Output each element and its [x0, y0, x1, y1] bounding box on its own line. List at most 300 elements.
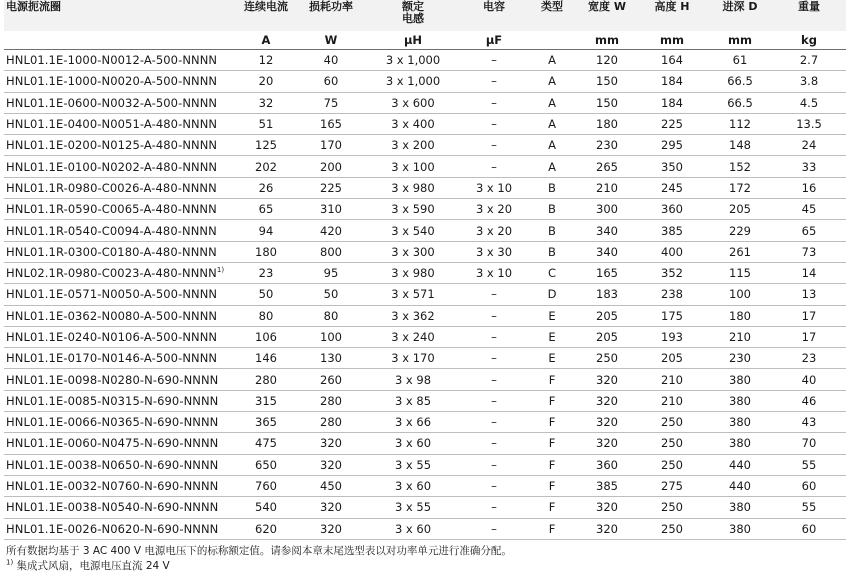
cell-depth: 440	[708, 475, 772, 496]
cell-capacitance: –	[462, 284, 526, 305]
cell-power-loss: 60	[298, 71, 364, 92]
model-text: HNL01.1R-0590-C0065-A-480-NNNN	[6, 202, 217, 217]
cell-type: A	[526, 156, 578, 177]
cell-inductance: 3 x 600	[364, 92, 462, 113]
cell-height: 250	[636, 518, 708, 539]
header-model: 电源扼流圈	[4, 0, 234, 31]
cell-current: 94	[234, 220, 298, 241]
header-inductance-line1: 额定	[402, 0, 424, 13]
cell-current: 12	[234, 50, 298, 71]
cell-current: 365	[234, 412, 298, 433]
cell-height: 250	[636, 412, 708, 433]
cell-weight: 55	[772, 454, 846, 475]
table-row	[4, 433, 846, 454]
cell-inductance: 3 x 98	[364, 369, 462, 390]
cell-height: 245	[636, 177, 708, 198]
table-row	[4, 199, 846, 220]
model-text: HNL01.1E-0362-N0080-A-500-NNNN	[6, 308, 218, 323]
table-row	[4, 241, 846, 262]
cell-weight: 40	[772, 369, 846, 390]
cell-depth: 380	[708, 433, 772, 454]
unit-current: A	[234, 31, 298, 50]
cell-capacitance: –	[462, 412, 526, 433]
header-power-loss: 损耗功率	[298, 0, 364, 31]
cell-height: 238	[636, 284, 708, 305]
cell-weight: 13	[772, 284, 846, 305]
cell-inductance: 3 x 362	[364, 305, 462, 326]
cell-type: F	[526, 433, 578, 454]
cell-width: 230	[578, 135, 636, 156]
cell-type: F	[526, 390, 578, 411]
cell-power-loss: 170	[298, 135, 364, 156]
model-text: HNL01.1E-0066-N0365-N-690-NNNN	[6, 415, 219, 430]
unit-type	[526, 31, 578, 50]
cell-type: B	[526, 199, 578, 220]
model-text: HNL01.1E-0600-N0032-A-500-NNNN	[6, 95, 218, 110]
cell-weight: 16	[772, 177, 846, 198]
cell-inductance: 3 x 980	[364, 177, 462, 198]
cell-width: 250	[578, 348, 636, 369]
cell-width: 320	[578, 390, 636, 411]
cell-weight: 60	[772, 475, 846, 496]
cell-model	[4, 241, 234, 262]
unit-capacitance: μF	[462, 31, 526, 50]
cell-inductance: 3 x 571	[364, 284, 462, 305]
cell-weight: 23	[772, 348, 846, 369]
cell-inductance: 3 x 1,000	[364, 50, 462, 71]
cell-weight: 4.5	[772, 92, 846, 113]
model-text: HNL01.1E-1000-N0012-A-500-NNNN	[6, 53, 218, 68]
model-text: HNL01.1E-0240-N0106-A-500-NNNN	[6, 330, 218, 344]
header-row	[4, 0, 846, 31]
table-row	[4, 475, 846, 496]
cell-inductance: 3 x 55	[364, 497, 462, 518]
cell-depth: 380	[708, 390, 772, 411]
cell-height: 385	[636, 220, 708, 241]
table-row	[4, 113, 846, 134]
cell-power-loss: 320	[298, 433, 364, 454]
cell-power-loss: 200	[298, 156, 364, 177]
cell-width: 150	[578, 71, 636, 92]
model-text: HNL01.1R-0980-C0026-A-480-NNNN	[6, 180, 217, 195]
table-row	[4, 50, 846, 71]
cell-power-loss: 75	[298, 92, 364, 113]
cell-type: F	[526, 454, 578, 475]
cell-inductance: 3 x 400	[364, 113, 462, 134]
cell-height: 205	[636, 348, 708, 369]
cell-capacitance: –	[462, 518, 526, 539]
cell-depth: 148	[708, 135, 772, 156]
model-text: HNL01.1E-0038-N0540-N-690-NNNN	[6, 500, 219, 515]
cell-capacitance: 3 x 30	[462, 241, 526, 262]
table-notes	[6, 544, 512, 574]
cell-weight: 14	[772, 262, 846, 283]
cell-model	[4, 390, 234, 411]
table-row	[4, 220, 846, 241]
cell-model	[4, 71, 234, 92]
cell-inductance: 3 x 55	[364, 454, 462, 475]
cell-height: 250	[636, 433, 708, 454]
cell-type: A	[526, 71, 578, 92]
cell-width: 205	[578, 326, 636, 347]
header-height: 高度 H	[636, 0, 708, 31]
cell-depth: 115	[708, 262, 772, 283]
header-depth: 进深 D	[708, 0, 772, 31]
model-text: HNL01.1E-0200-N0125-A-480-NNNN	[6, 138, 218, 153]
cell-width: 360	[578, 454, 636, 475]
table-row	[4, 326, 846, 347]
cell-weight: 60	[772, 518, 846, 539]
cell-power-loss: 165	[298, 113, 364, 134]
header-type: 类型	[526, 0, 578, 31]
table-row	[4, 497, 846, 518]
header-inductance	[364, 0, 462, 31]
cell-current: 620	[234, 518, 298, 539]
cell-power-loss: 100	[298, 326, 364, 347]
cell-type: E	[526, 348, 578, 369]
model-text: HNL01.1E-0170-N0146-A-500-NNNN	[6, 351, 218, 366]
cell-height: 210	[636, 390, 708, 411]
cell-weight: 33	[772, 156, 846, 177]
cell-type: D	[526, 284, 578, 305]
cell-width: 320	[578, 369, 636, 390]
cell-model	[4, 113, 234, 134]
cell-model	[4, 454, 234, 475]
cell-current: 106	[234, 326, 298, 347]
table-row	[4, 454, 846, 475]
cell-weight: 45	[772, 199, 846, 220]
model-text: HNL01.1E-0032-N0760-N-690-NNNN	[6, 479, 219, 494]
cell-model	[4, 326, 234, 347]
cell-width: 320	[578, 518, 636, 539]
cell-width: 183	[578, 284, 636, 305]
table-body	[4, 50, 846, 540]
cell-current: 23	[234, 262, 298, 283]
cell-capacitance: –	[462, 497, 526, 518]
cell-power-loss: 800	[298, 241, 364, 262]
cell-inductance: 3 x 200	[364, 135, 462, 156]
cell-type: F	[526, 412, 578, 433]
cell-capacitance: –	[462, 390, 526, 411]
cell-depth: 100	[708, 284, 772, 305]
model-text: HNL01.1E-0098-N0280-N-690-NNNN	[6, 372, 219, 387]
cell-power-loss: 280	[298, 390, 364, 411]
cell-height: 225	[636, 113, 708, 134]
cell-height: 360	[636, 199, 708, 220]
model-text: HNL01.1R-0300-C0180-A-480-NNNN	[6, 244, 217, 259]
cell-power-loss: 50	[298, 284, 364, 305]
cell-power-loss: 450	[298, 475, 364, 496]
table-row	[4, 71, 846, 92]
cell-height: 184	[636, 71, 708, 92]
table-row	[4, 369, 846, 390]
cell-depth: 180	[708, 305, 772, 326]
cell-current: 20	[234, 71, 298, 92]
table-row	[4, 390, 846, 411]
cell-capacitance: –	[462, 156, 526, 177]
cell-weight: 65	[772, 220, 846, 241]
cell-current: 26	[234, 177, 298, 198]
cell-model	[4, 135, 234, 156]
table-row	[4, 156, 846, 177]
cell-power-loss: 310	[298, 199, 364, 220]
cell-power-loss: 320	[298, 497, 364, 518]
cell-inductance: 3 x 66	[364, 412, 462, 433]
cell-height: 184	[636, 92, 708, 113]
cell-current: 51	[234, 113, 298, 134]
cell-depth: 230	[708, 348, 772, 369]
cell-type: F	[526, 475, 578, 496]
footnote-marker: 1)	[216, 266, 225, 275]
cell-capacitance: 3 x 20	[462, 220, 526, 241]
cell-inductance: 3 x 1,000	[364, 71, 462, 92]
cell-depth: 229	[708, 220, 772, 241]
cell-type: A	[526, 135, 578, 156]
model-text: HNL01.1E-0400-N0051-A-480-NNNN	[6, 117, 218, 132]
table-row	[4, 284, 846, 305]
cell-model	[4, 284, 234, 305]
cell-inductance: 3 x 300	[364, 241, 462, 262]
cell-current: 540	[234, 497, 298, 518]
cell-type: F	[526, 369, 578, 390]
cell-power-loss: 225	[298, 177, 364, 198]
cell-depth: 66.5	[708, 92, 772, 113]
cell-capacitance: –	[462, 135, 526, 156]
cell-type: E	[526, 305, 578, 326]
cell-width: 210	[578, 177, 636, 198]
footnote-mark: 1)	[6, 558, 14, 567]
footnote-text: 集成式风扇，电源电压直流 24 V	[13, 560, 170, 572]
cell-model	[4, 50, 234, 71]
cell-weight: 73	[772, 241, 846, 262]
cell-type: F	[526, 497, 578, 518]
cell-width: 205	[578, 305, 636, 326]
cell-depth: 112	[708, 113, 772, 134]
cell-current: 202	[234, 156, 298, 177]
cell-current: 80	[234, 305, 298, 326]
cell-power-loss: 260	[298, 369, 364, 390]
cell-capacitance: –	[462, 369, 526, 390]
cell-power-loss: 280	[298, 412, 364, 433]
cell-weight: 46	[772, 390, 846, 411]
cell-model	[4, 156, 234, 177]
model-text: HNL02.1R-0980-C0023-A-480-NNNN	[6, 266, 217, 281]
cell-power-loss: 80	[298, 305, 364, 326]
cell-current: 280	[234, 369, 298, 390]
cell-inductance: 3 x 170	[364, 348, 462, 369]
cell-width: 265	[578, 156, 636, 177]
cell-capacitance: –	[462, 454, 526, 475]
cell-weight: 43	[772, 412, 846, 433]
cell-inductance: 3 x 100	[364, 156, 462, 177]
cell-weight: 55	[772, 497, 846, 518]
cell-type: B	[526, 220, 578, 241]
cell-width: 165	[578, 262, 636, 283]
cell-model	[4, 199, 234, 220]
cell-width: 385	[578, 475, 636, 496]
cell-inductance: 3 x 980	[364, 262, 462, 283]
cell-inductance: 3 x 590	[364, 199, 462, 220]
cell-model	[4, 412, 234, 433]
cell-depth: 152	[708, 156, 772, 177]
cell-capacitance: –	[462, 326, 526, 347]
cell-depth: 380	[708, 497, 772, 518]
cell-depth: 61	[708, 50, 772, 71]
model-text: HNL01.1E-0060-N0475-N-690-NNNN	[6, 436, 219, 451]
cell-power-loss: 320	[298, 454, 364, 475]
choke-spec-table	[4, 0, 846, 540]
unit-width: mm	[578, 31, 636, 50]
cell-depth: 66.5	[708, 71, 772, 92]
general-note: 所有数据均基于 3 AC 400 V 电源电压下的标称额定值。请参阅本章末尾选型表以对功率单元进行准确分配。	[6, 545, 512, 557]
cell-model	[4, 262, 234, 283]
unit-depth: mm	[708, 31, 772, 50]
model-text: HNL01.1R-0540-C0094-A-480-NNNN	[6, 223, 217, 238]
cell-width: 120	[578, 50, 636, 71]
cell-width: 300	[578, 199, 636, 220]
cell-weight: 17	[772, 326, 846, 347]
model-text: HNL01.1E-0026-N0620-N-690-NNNN	[6, 521, 219, 536]
cell-weight: 3.8	[772, 71, 846, 92]
cell-type: B	[526, 241, 578, 262]
cell-width: 320	[578, 433, 636, 454]
cell-current: 146	[234, 348, 298, 369]
cell-type: F	[526, 518, 578, 539]
cell-capacitance: –	[462, 305, 526, 326]
cell-capacitance: –	[462, 348, 526, 369]
header-capacitance: 电容	[462, 0, 526, 31]
cell-type: A	[526, 50, 578, 71]
cell-capacitance: –	[462, 433, 526, 454]
unit-inductance: μH	[364, 31, 462, 50]
cell-width: 320	[578, 412, 636, 433]
cell-weight: 2.7	[772, 50, 846, 71]
cell-model	[4, 92, 234, 113]
cell-weight: 17	[772, 305, 846, 326]
cell-power-loss: 420	[298, 220, 364, 241]
cell-type: B	[526, 177, 578, 198]
cell-current: 475	[234, 433, 298, 454]
cell-type: C	[526, 262, 578, 283]
cell-height: 210	[636, 369, 708, 390]
cell-type: A	[526, 92, 578, 113]
units-row	[4, 31, 846, 50]
header-inductance-line2: 电感	[402, 12, 424, 25]
cell-inductance: 3 x 85	[364, 390, 462, 411]
cell-type: E	[526, 326, 578, 347]
header-current: 连续电流	[234, 0, 298, 31]
cell-weight: 24	[772, 135, 846, 156]
cell-height: 275	[636, 475, 708, 496]
header-weight: 重量	[772, 0, 846, 31]
table-row	[4, 305, 846, 326]
cell-inductance: 3 x 60	[364, 518, 462, 539]
cell-capacitance: –	[462, 113, 526, 134]
cell-depth: 205	[708, 199, 772, 220]
cell-height: 400	[636, 241, 708, 262]
cell-capacitance: –	[462, 50, 526, 71]
model-text: HNL01.1E-0038-N0650-N-690-NNNN	[6, 457, 219, 472]
cell-current: 125	[234, 135, 298, 156]
unit-model	[4, 31, 234, 50]
table-row	[4, 92, 846, 113]
table-row	[4, 518, 846, 539]
cell-height: 295	[636, 135, 708, 156]
unit-weight: kg	[772, 31, 846, 50]
cell-height: 250	[636, 497, 708, 518]
cell-weight: 70	[772, 433, 846, 454]
cell-depth: 440	[708, 454, 772, 475]
cell-width: 340	[578, 241, 636, 262]
cell-power-loss: 130	[298, 348, 364, 369]
cell-model	[4, 518, 234, 539]
cell-capacitance: 3 x 10	[462, 177, 526, 198]
cell-depth: 210	[708, 326, 772, 347]
cell-depth: 172	[708, 177, 772, 198]
cell-height: 164	[636, 50, 708, 71]
table-row	[4, 177, 846, 198]
cell-power-loss: 320	[298, 518, 364, 539]
table-header	[4, 0, 846, 50]
cell-width: 320	[578, 497, 636, 518]
table-row	[4, 348, 846, 369]
cell-height: 350	[636, 156, 708, 177]
cell-inductance: 3 x 60	[364, 475, 462, 496]
cell-width: 150	[578, 92, 636, 113]
cell-height: 250	[636, 454, 708, 475]
cell-model	[4, 220, 234, 241]
cell-power-loss: 95	[298, 262, 364, 283]
cell-depth: 380	[708, 369, 772, 390]
cell-capacitance: 3 x 10	[462, 262, 526, 283]
table-row	[4, 412, 846, 433]
cell-current: 65	[234, 199, 298, 220]
cell-width: 340	[578, 220, 636, 241]
cell-current: 180	[234, 241, 298, 262]
cell-inductance: 3 x 540	[364, 220, 462, 241]
footnote	[6, 559, 512, 574]
cell-model	[4, 305, 234, 326]
cell-height: 352	[636, 262, 708, 283]
cell-capacitance: –	[462, 475, 526, 496]
unit-height: mm	[636, 31, 708, 50]
cell-depth: 380	[708, 412, 772, 433]
cell-width: 180	[578, 113, 636, 134]
cell-current: 315	[234, 390, 298, 411]
cell-power-loss: 40	[298, 50, 364, 71]
cell-model	[4, 433, 234, 454]
cell-model	[4, 475, 234, 496]
cell-inductance: 3 x 240	[364, 326, 462, 347]
cell-capacitance: –	[462, 71, 526, 92]
cell-current: 50	[234, 284, 298, 305]
cell-weight: 13.5	[772, 113, 846, 134]
model-text: HNL01.1E-0085-N0315-N-690-NNNN	[6, 393, 219, 408]
cell-capacitance: 3 x 20	[462, 199, 526, 220]
cell-inductance: 3 x 60	[364, 433, 462, 454]
model-text: HNL01.1E-1000-N0020-A-500-NNNN	[6, 74, 218, 89]
cell-current: 760	[234, 475, 298, 496]
model-text: HNL01.1E-0571-N0050-A-500-NNNN	[6, 287, 218, 302]
model-text: HNL01.1E-0100-N0202-A-480-NNNN	[6, 159, 218, 174]
cell-current: 650	[234, 454, 298, 475]
table-row	[4, 135, 846, 156]
cell-current: 32	[234, 92, 298, 113]
cell-depth: 380	[708, 518, 772, 539]
table-row	[4, 262, 846, 283]
cell-height: 175	[636, 305, 708, 326]
cell-model	[4, 177, 234, 198]
